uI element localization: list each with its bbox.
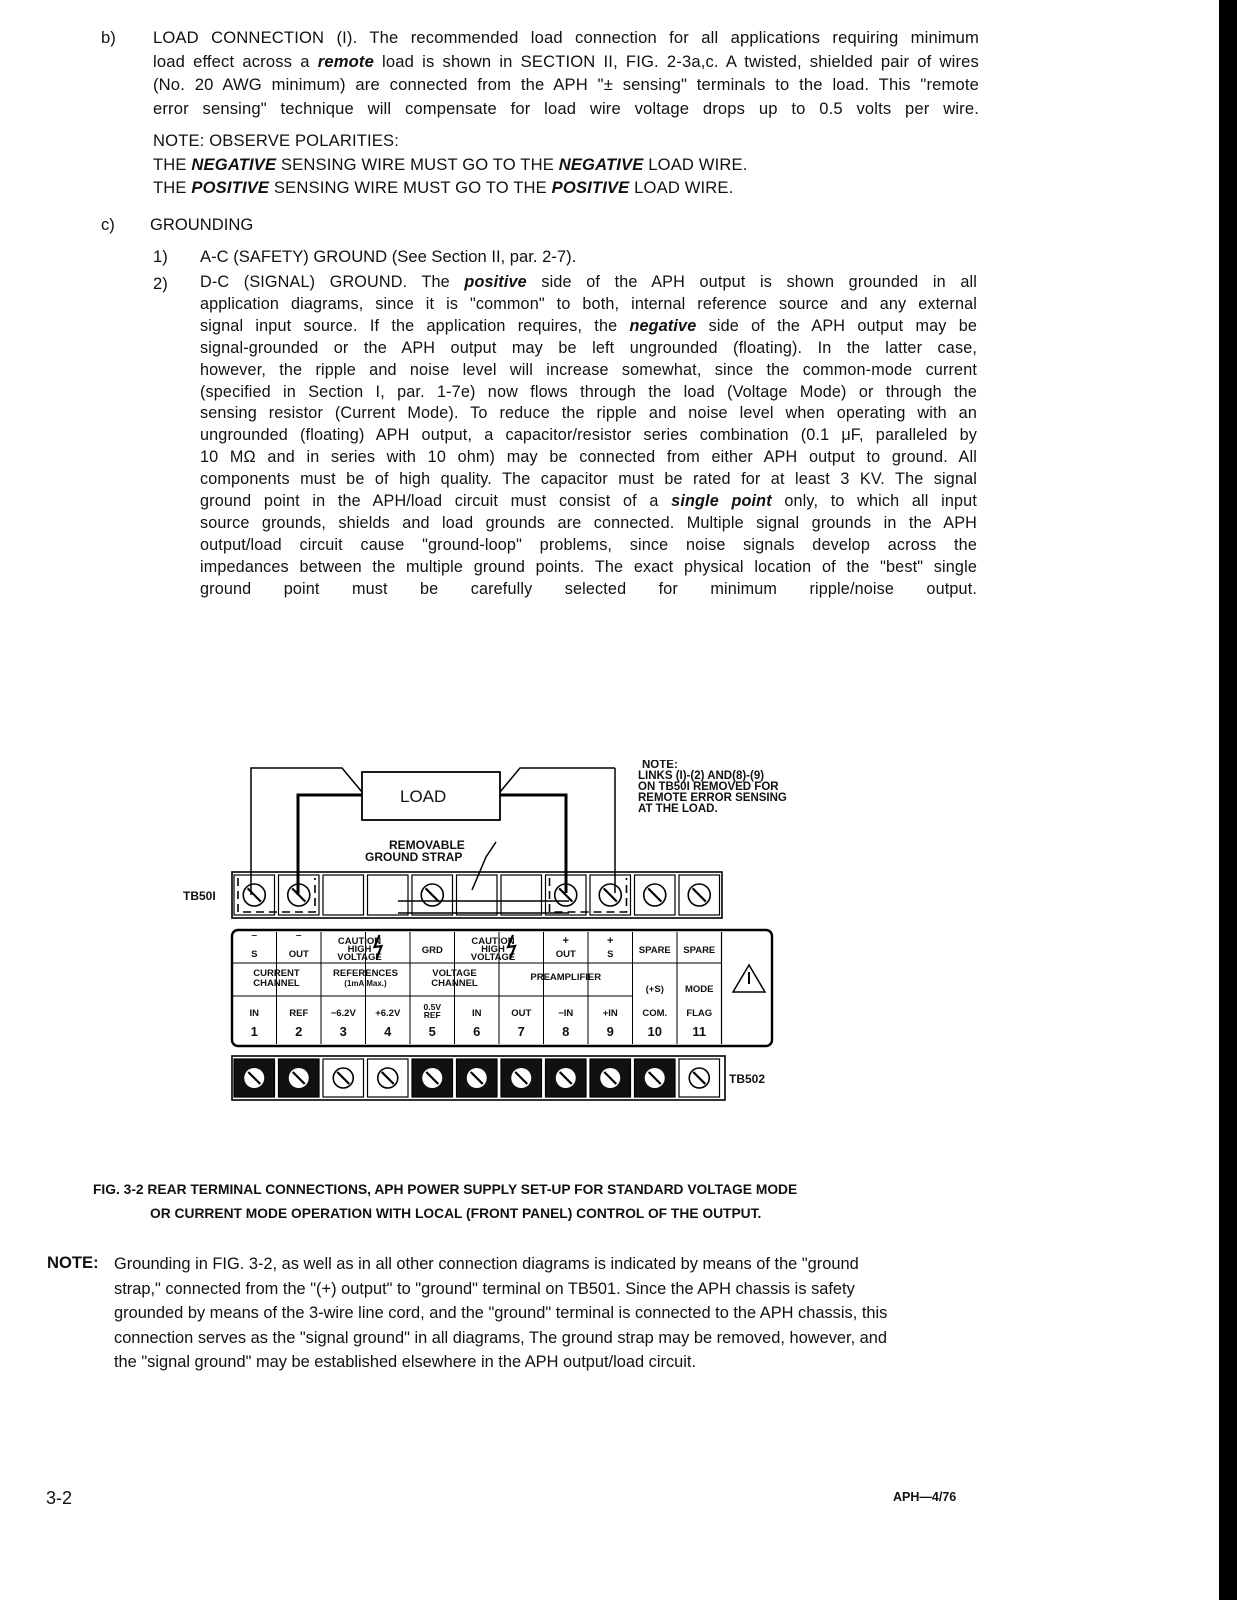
screw-terminal-icon <box>243 884 265 906</box>
terminal-function-label: ‾ <box>252 935 257 947</box>
screw-terminal-icon <box>511 1068 531 1088</box>
screw-terminal-icon <box>467 1068 487 1088</box>
caption-line-1: FIG. 3-2 REAR TERMINAL CONNECTIONS, APH POWER SUPPLY SET-UP FOR STANDARD VOLTAGE MODE <box>93 1182 798 1197</box>
section-b-line: load effect across a remote load is shown in SECTION II, FIG. 2-3a,c. A twisted, shielded pair of wires <box>153 51 980 71</box>
item-2-line: signal-grounded or the APH output may be left ungrounded (floating). In the latter case, <box>200 338 977 357</box>
terminal-signal-label: OUT <box>511 1008 532 1019</box>
figure-caption <box>93 1178 953 1226</box>
section-b-line: error sensing" technique will compensate for load wire voltage drops up to 0.5 volts per wire. <box>153 98 979 118</box>
section-c-marker: c) <box>101 215 115 234</box>
terminal-number: 2 <box>295 1024 303 1039</box>
item-2-line: source grounds, shields and load grounds are connected. Multiple signal grounds in the APH <box>200 513 977 532</box>
terminal-signal-label: IN <box>249 1008 259 1019</box>
item-2-line: components must be of high quality. The capacitor must be rated for at least 3 KV. The signal <box>200 470 977 489</box>
terminal-signal-label: COM. <box>642 1008 668 1019</box>
section-b-line: (No. 20 AWG minimum) are connected from the APH "± sensing" terminals to the load. This "remote <box>153 75 979 94</box>
item-1-text: A-C (SAFETY) GROUND (See Section II, par. 2-7). <box>200 247 577 266</box>
polarity-note <box>153 129 748 200</box>
note-heading: NOTE: <box>47 1253 99 1272</box>
item-2-line: output/load circuit cause "ground-loop" problems, since noise signals develop across the <box>200 535 977 554</box>
tb501-label: TB50I <box>183 889 216 903</box>
note-line: the "signal ground" may be established elsewhere in the APH output/load circuit. <box>114 1353 697 1371</box>
diagram-note-line: NOTE: <box>642 760 678 771</box>
section-b-line: LOAD CONNECTION (I). The recommended load connection for all applications requiring minimum <box>153 28 979 47</box>
terminal-number: 1 <box>250 1024 258 1039</box>
terminal-number: 10 <box>647 1024 662 1039</box>
item-2-line: however, the ripple and noise level will increase somewhat, since the common-mode current <box>200 360 977 379</box>
polarity-note-line: THE NEGATIVE SENSING WIRE MUST GO TO THE NEGATIVE LOAD WIRE. <box>153 154 748 174</box>
note-line: Grounding in FIG. 3-2, as well as in all other connection diagrams is indicated by means of the "ground <box>114 1255 859 1273</box>
terminal-number: 4 <box>384 1024 392 1039</box>
item-2-line: application diagrams, since it is "common" to both, internal reference source and any external <box>200 294 977 313</box>
tb501-cell <box>501 875 542 915</box>
tb501-cell <box>323 875 364 915</box>
section-c-title: GROUNDING <box>150 215 254 234</box>
screw-terminal-icon <box>244 1068 264 1088</box>
screw-terminal-icon <box>645 1068 665 1088</box>
terminal-signal-label: IN <box>472 1008 482 1019</box>
note-line: grounded by means of the 3-wire line cord, and the "ground" terminal is connected to the APH chassis, this <box>114 1304 888 1322</box>
diagram-note-line: LINKS (I)-(2) AND(8)-(9) <box>638 770 765 782</box>
terminal-function-label: VOLTAGE <box>337 952 382 963</box>
screw-terminal-icon <box>688 884 710 906</box>
strap-label-2: GROUND STRAP <box>365 850 463 864</box>
tb501-cell <box>368 875 409 915</box>
item-2-paragraph <box>200 272 977 601</box>
load-wire-right <box>500 795 566 893</box>
terminal-group-label: REFERENCES <box>333 968 398 979</box>
terminal-function-label: ‾ <box>296 935 301 947</box>
terminal-function-label: + <box>562 935 569 947</box>
item-2-line: impedances between the multiple ground points. The exact physical location of the "best" single <box>200 557 977 576</box>
terminal-group-label: VOLTAGE <box>432 968 477 979</box>
caption-line-2: OR CURRENT MODE OPERATION WITH LOCAL (FRONT PANEL) CONTROL OF THE OUTPUT. <box>150 1206 762 1221</box>
section-b-marker: b) <box>101 28 116 47</box>
terminal-group-label: CURRENT <box>253 968 300 979</box>
terminal-group-label: CHANNEL <box>431 978 478 989</box>
terminal-function-label: CAUTION <box>471 936 515 947</box>
item-2-line: ungrounded (floating) APH output, a capacitor/resistor series combination (0.1 μF, paralleled by <box>200 426 977 445</box>
terminal-signal-label: +IN <box>602 1008 618 1019</box>
terminal-group-label: MODE <box>685 984 714 995</box>
link-bracket <box>238 878 315 912</box>
terminal-number: 8 <box>562 1024 570 1039</box>
terminal-function-label: SPARE <box>638 945 671 956</box>
diagram-note-line: REMOTE ERROR SENSING <box>638 792 787 804</box>
terminal-function-label: CAUTION <box>337 936 382 947</box>
terminal-function-label: S <box>251 949 258 960</box>
diagram-note-line: AT THE LOAD. <box>638 803 718 815</box>
terminal-signal-label: FLAG <box>686 1008 713 1019</box>
terminal-group-label: PREAMPLIFIER <box>530 972 602 983</box>
document-code: APH—4/76 <box>893 1490 957 1504</box>
terminal-number: 11 <box>692 1024 707 1039</box>
terminal-function-label: + <box>607 935 614 947</box>
terminal-function-label: S <box>607 949 614 960</box>
note-line: strap," connected from the "(+) output" to "ground" terminal on TB501. Since the APH chassis is safety <box>114 1279 855 1298</box>
terminal-number: 5 <box>428 1024 436 1039</box>
terminal-number: 7 <box>517 1024 525 1039</box>
note-paragraph <box>114 1252 1000 1375</box>
sense-wire-right <box>500 768 615 792</box>
item-2-line: sensing resistor (Current Mode). To reduce the ripple and noise level when operating with an <box>200 404 977 423</box>
terminal-group-label: (+S) <box>645 984 664 995</box>
item-2-line: signal input source. If the application requires, the negative side of the APH output may be <box>200 316 977 335</box>
terminal-signal-label: REF <box>289 1008 309 1019</box>
item-2-line: (specified in Section I, par. 1-7e) now flows through the load (Voltage Mode) or through the <box>200 382 977 401</box>
item-2-line: ground point must be carefully selected for minimum ripple/noise output. <box>200 579 977 598</box>
terminal-function-label: SPARE <box>683 945 716 956</box>
terminal-function-label: VOLTAGE <box>470 952 516 963</box>
terminal-number: 9 <box>606 1024 614 1039</box>
screw-terminal-icon <box>422 1068 442 1088</box>
tb502-label: TB502 <box>729 1072 766 1086</box>
item-2-line: ground point in the APH/load circuit must consist of a single point only, to which all input <box>200 492 977 511</box>
screw-terminal-icon <box>644 884 666 906</box>
page-edge-bar <box>1219 0 1237 1600</box>
terminal-signal-label: −IN <box>558 1008 574 1019</box>
terminal-number: 6 <box>473 1024 481 1039</box>
screw-terminal-icon <box>689 1068 709 1088</box>
terminal-function-label: OUT <box>555 949 576 960</box>
rear-terminal-diagram <box>170 760 830 1140</box>
load-label: LOAD <box>400 787 447 806</box>
screw-terminal-icon <box>556 1068 576 1088</box>
note-line: connection serves as the "signal ground" in all diagrams, The ground strap may be removed, however, and <box>114 1328 888 1347</box>
terminal-group-label: CHANNEL <box>253 978 300 989</box>
terminal-signal-label: 0.5V <box>423 1002 441 1012</box>
item-2-line: D-C (SIGNAL) GROUND. The positive side of the APH output is shown grounded in all <box>200 273 977 291</box>
item-2-line: 10 MΩ and in series with 10 ohm) may be connected from either APH output to ground. All <box>200 448 977 467</box>
screw-terminal-icon <box>378 1068 398 1088</box>
terminal-group-label: (1mA Max.) <box>344 979 387 988</box>
terminal-function-label: HIGH <box>481 944 505 955</box>
screw-terminal-icon <box>599 884 621 906</box>
terminal-function-label: HIGH <box>347 944 372 955</box>
screw-terminal-icon <box>421 884 443 906</box>
load-wire-left <box>298 795 362 895</box>
page-number: 3-2 <box>46 1488 73 1508</box>
polarity-note-line: THE POSITIVE SENSING WIRE MUST GO TO THE POSITIVE LOAD WIRE. <box>153 178 734 197</box>
terminal-signal-label: REF <box>423 1010 441 1020</box>
screw-terminal-icon <box>600 1068 620 1088</box>
item-2-number: 2) <box>153 274 168 293</box>
sense-wire-left <box>251 768 362 895</box>
diagram-note-line: ON TB50I REMOVED FOR <box>638 781 779 793</box>
tb501-cell <box>457 875 498 915</box>
strap-label-1: REMOVABLE <box>389 838 465 852</box>
terminal-number: 3 <box>339 1024 347 1039</box>
terminal-signal-label: +6.2V <box>375 1008 401 1019</box>
terminal-signal-label: −6.2V <box>330 1008 356 1019</box>
screw-terminal-icon <box>333 1068 353 1088</box>
item-1-number: 1) <box>153 247 168 266</box>
polarity-note-line: NOTE: OBSERVE POLARITIES: <box>153 131 399 150</box>
section-b-paragraph <box>153 26 979 120</box>
terminal-function-label: OUT <box>288 949 309 960</box>
terminal-function-label: GRD <box>421 945 443 956</box>
screw-terminal-icon <box>289 1068 309 1088</box>
